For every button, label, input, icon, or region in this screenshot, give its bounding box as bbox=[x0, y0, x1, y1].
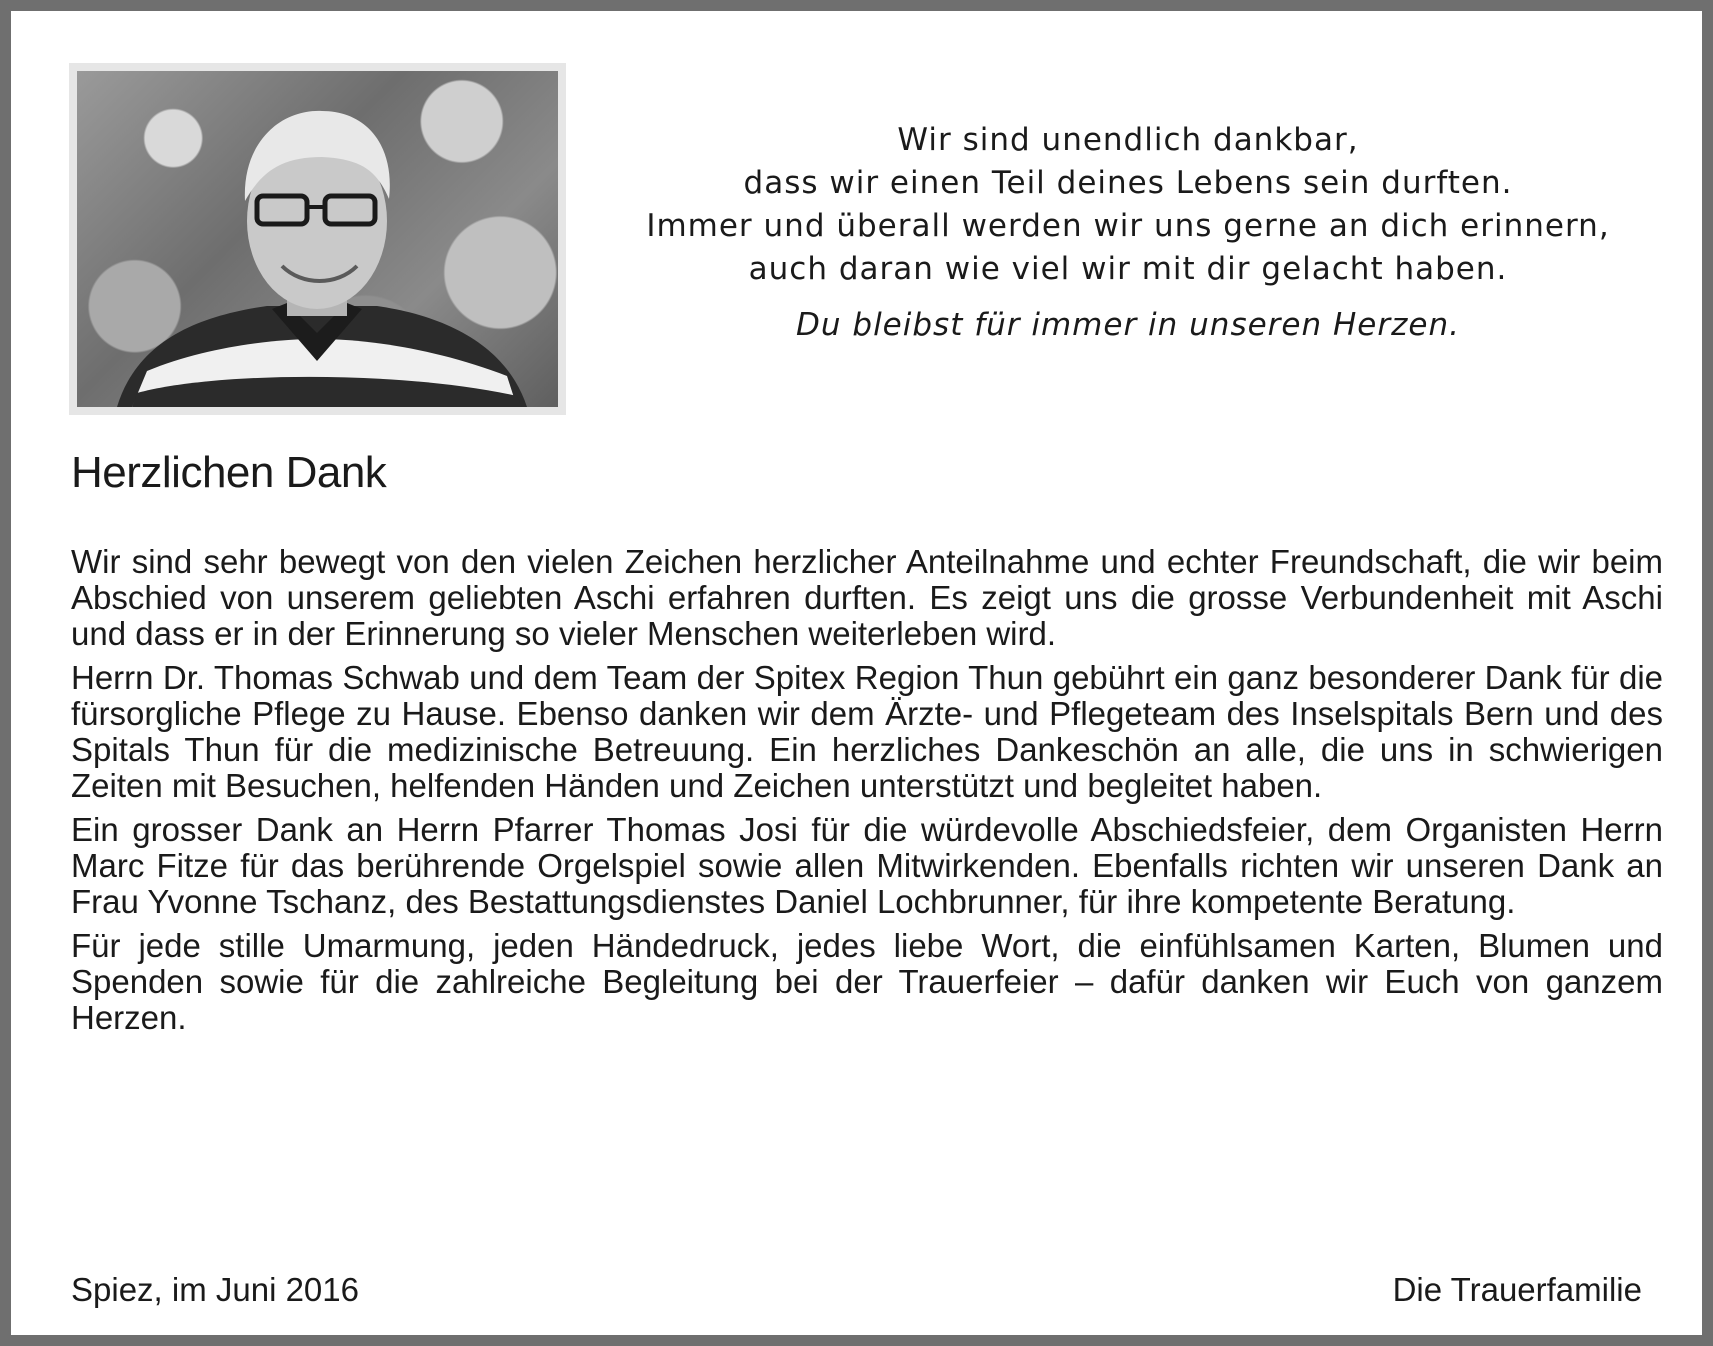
quote-line: dass wir einen Teil deines Lebens sein durften. bbox=[743, 165, 1513, 201]
portrait-photo bbox=[69, 63, 566, 415]
signature: Die Trauerfamilie bbox=[1392, 1271, 1642, 1308]
quote-line: Immer und überall werden wir uns gerne an dich erinnern, bbox=[646, 208, 1610, 244]
quote-line: auch daran wie viel wir mit dir gelacht haben. bbox=[748, 251, 1508, 287]
paragraph: Herrn Dr. Thomas Schwab und dem Team der Spitex Region Thun gebührt ein ganz besonderer Dank für die fürsorgliche Pflege zu Hause. Ebenso danken wir dem Ärzte- und Pflegeteam des Inselspitals Bern und des Spitals Thun für die medizinische Betreuung. Ein herzliches Dankeschön an alle, die uns in schwierigen Zeiten mit Besuchen, helfenden Händen und Zeichen unterstützt und begleitet haben. bbox=[71, 659, 1663, 804]
memorial-quote bbox=[571, 119, 1685, 347]
paragraph: Für jede stille Umarmung, jeden Händedruck, jedes liebe Wort, die einfühlsamen Karten, Blumen und Spenden sowie für die zahlreiche Begleitung bei der Trauerfeier – dafür danken wir Euch von ganzem Herzen. bbox=[71, 927, 1663, 1036]
paragraph: Wir sind sehr bewegt von den vielen Zeichen herzlicher Anteilnahme und echter Freundschaft, die wir beim Abschied von unserem geliebten Aschi erfahren durften. Es zeigt uns die grosse Verbundenheit mit Aschi und dass er in der Erinnerung so vieler Menschen weiterleben wird. bbox=[71, 543, 1663, 652]
place-date: Spiez, im Juni 2016 bbox=[71, 1271, 359, 1308]
quote-line: Wir sind unendlich dankbar, bbox=[897, 122, 1359, 158]
quote-emphasis: Du bleibst für immer in unseren Herzen. bbox=[796, 307, 1460, 343]
page-title: Herzlichen Dank bbox=[71, 448, 387, 497]
paragraph: Ein grosser Dank an Herrn Pfarrer Thomas Josi für die würdevolle Abschiedsfeier, dem Organisten Herrn Marc Fitze für das berührende Orgelspiel sowie allen Mitwirkenden. Ebenfalls richten wir unseren Dank an Frau Yvonne Tschanz, des Bestattungsdienstes Daniel Lochbrunner, für ihre kompetente Beratung. bbox=[71, 811, 1663, 920]
portrait-silhouette bbox=[77, 71, 558, 407]
thank-you-text bbox=[71, 544, 1663, 1044]
